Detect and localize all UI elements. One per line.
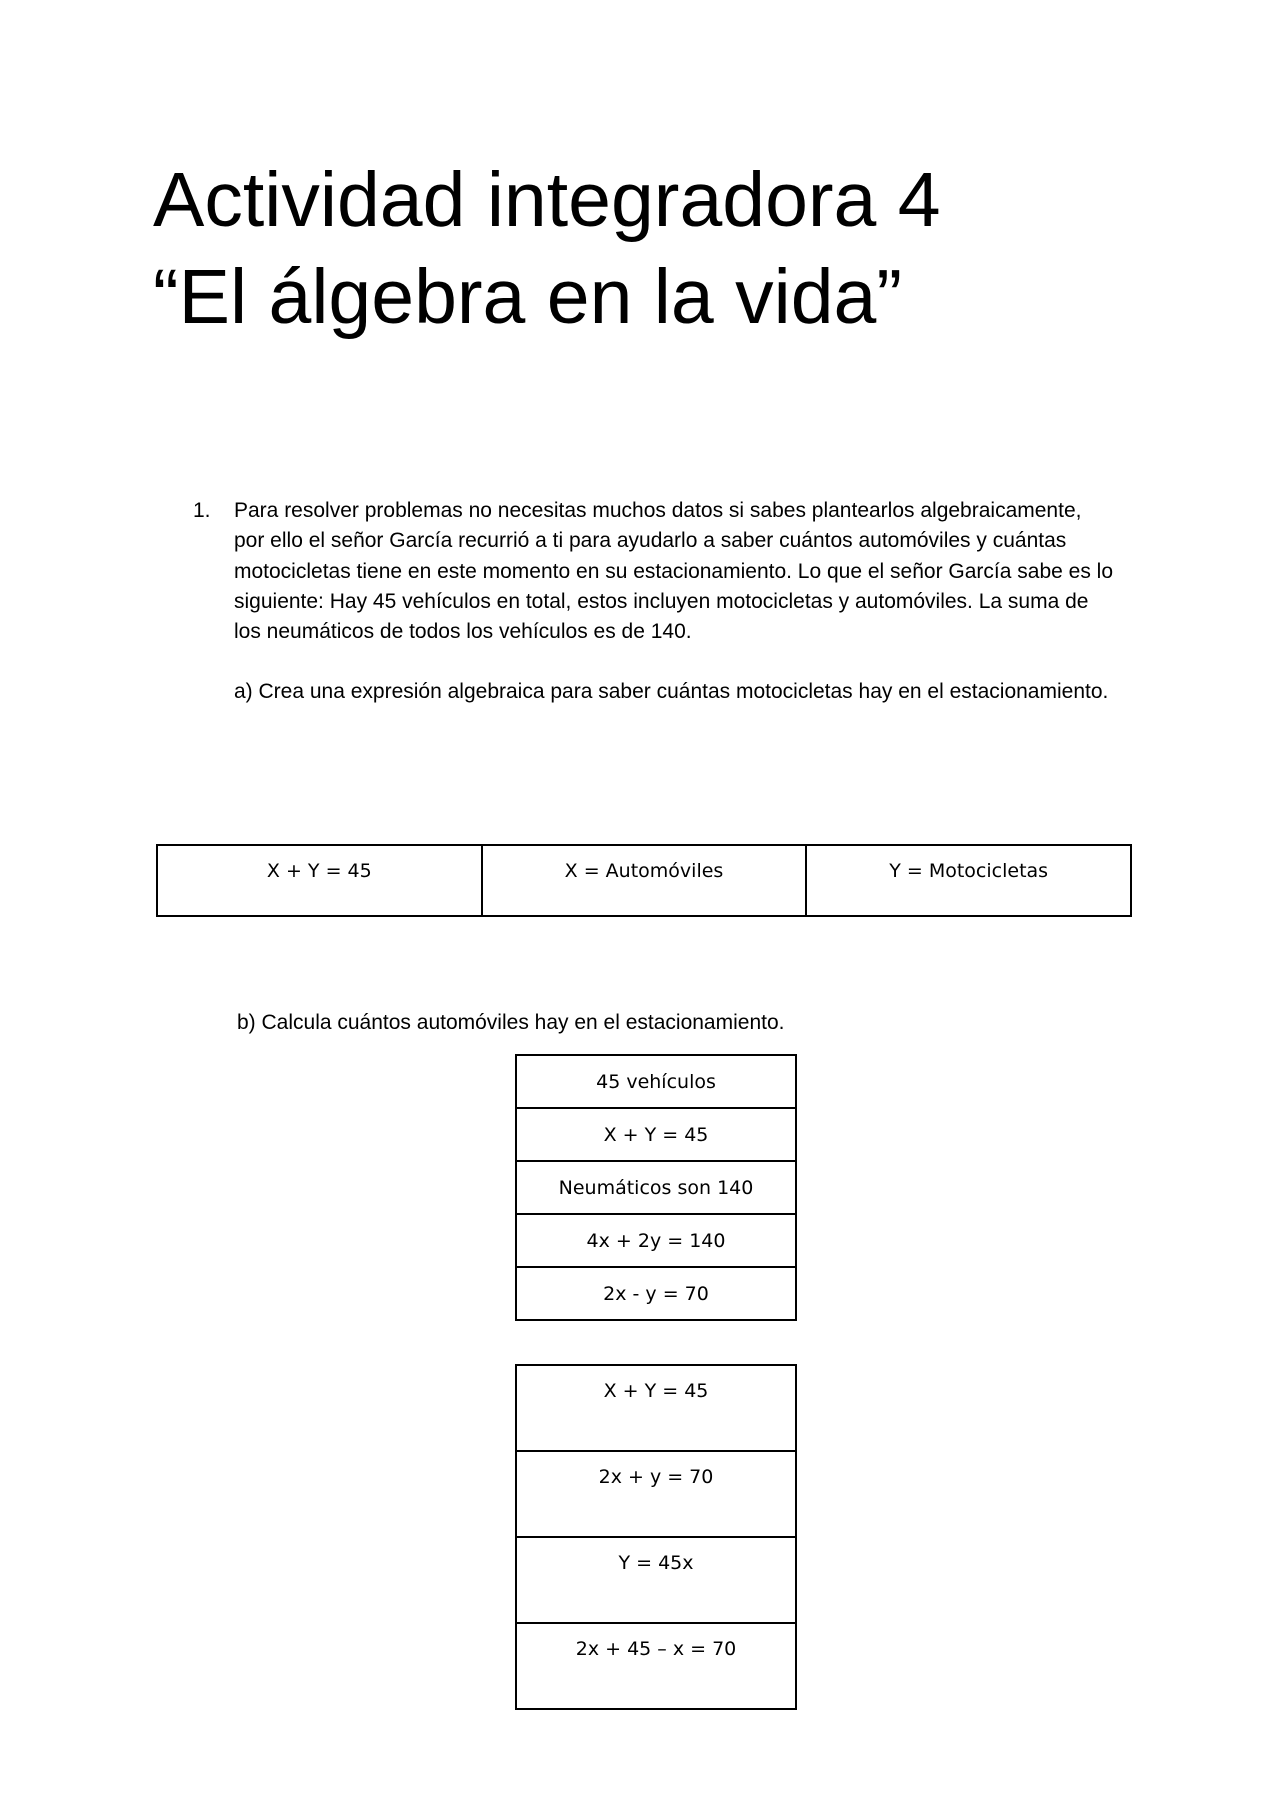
table-row: [516, 1451, 796, 1537]
table-cell: 45 vehículos: [516, 1055, 796, 1108]
table-row: [516, 1161, 796, 1214]
table-cell: 2x + 45 – x = 70: [516, 1623, 796, 1709]
table-row: [516, 1055, 796, 1108]
table-row: [516, 1537, 796, 1623]
table-row: [516, 1267, 796, 1320]
table-row: [516, 1623, 796, 1709]
table-cell: X = Automóviles: [482, 845, 807, 916]
definitions-table: [156, 844, 1132, 917]
table-cell: X + Y = 45: [516, 1365, 796, 1451]
table-cell: 4x + 2y = 140: [516, 1214, 796, 1267]
table-row: [516, 1365, 796, 1451]
part-a-prompt: a) Crea una expresión algebraica para saber cuántas motocicletas hay en el estacionamiento.: [234, 680, 1109, 704]
table-cell: X + Y = 45: [516, 1108, 796, 1161]
question-statement: Para resolver problemas no necesitas muchos datos si sabes plantearlos algebraicamente, por ello el señor García recurrió a ti para ayudarlo a saber cuántos automóviles y cuántas motocicletas tiene en este momento en su estacionamiento. Lo que el señor García sabe es lo siguiente: Hay 45 vehículos en total, estos incluyen motocicletas y automóviles. La suma de los neumáticos de todos los vehículos es de 140.: [234, 499, 1114, 644]
table-row: [157, 845, 1131, 916]
substitution-table: [515, 1364, 797, 1710]
question-1: [193, 496, 1114, 738]
table-row: [516, 1108, 796, 1161]
question-number: 1.: [193, 499, 211, 522]
table-cell: X + Y = 45: [157, 845, 482, 916]
table-cell: Neumáticos son 140: [516, 1161, 796, 1214]
table-row: [516, 1214, 796, 1267]
document-title: [153, 152, 941, 346]
title-line-1: Actividad integradora 4: [153, 157, 941, 243]
table-cell: Y = 45x: [516, 1537, 796, 1623]
table-cell: 2x + y = 70: [516, 1451, 796, 1537]
part-b-prompt: b) Calcula cuántos automóviles hay en el estacionamiento.: [237, 1011, 785, 1034]
system-table: [515, 1054, 797, 1321]
table-cell: Y = Motocicletas: [806, 845, 1131, 916]
table-cell: 2x - y = 70: [516, 1267, 796, 1320]
title-line-2: “El álgebra en la vida”: [153, 254, 903, 340]
